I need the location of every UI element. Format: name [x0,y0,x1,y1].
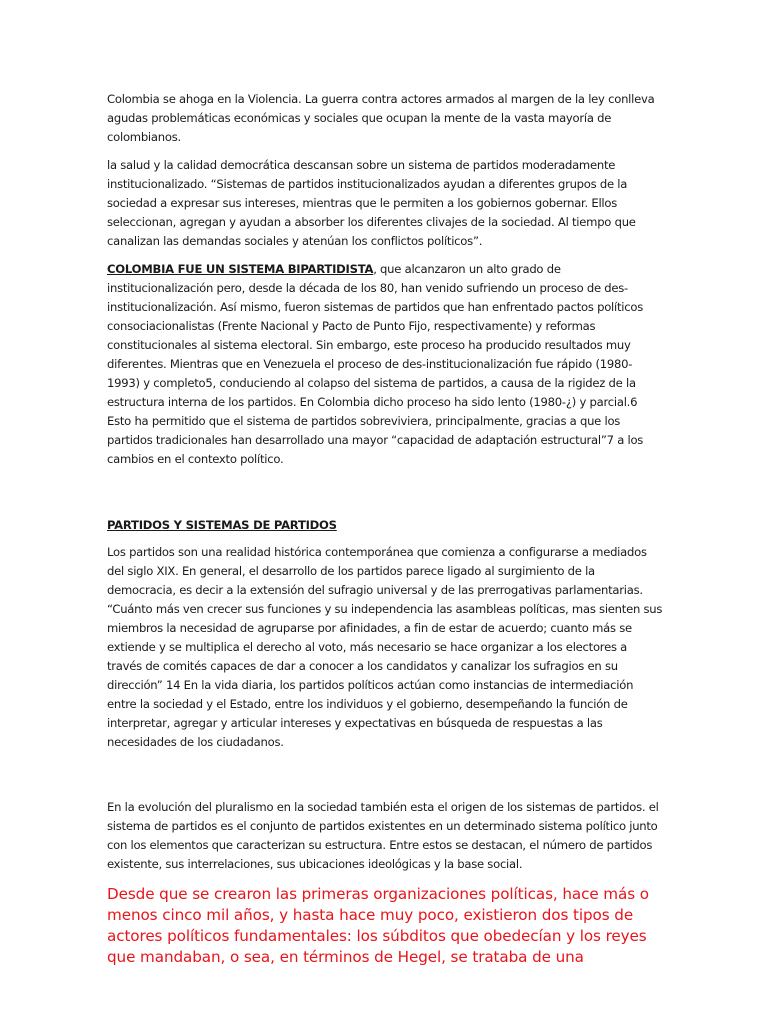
paragraph-pluralismo: En la evolución del pluralismo en la sociedad también esta el origen de los sistemas de partidos. el sistema de partidos es el conjunto de partidos existentes en un determinado sistema político junto con los elementos que caracterizan su estructura. Entre estos se destacan, el número de partidos existente, sus interrelaciones, sus ubicaciones ideológicas y la base social. [107,800,659,871]
paragraph-red-highlight: Desde que se crearon las primeras organizaciones políticas, hace más o menos cinco mil años, y hasta hace muy poco, existieron dos tipos de actores políticos fundamentales: los súbditos que obedecían y los reyes que mandaban, o sea, en términos de Hegel, se trataba de una [107,885,649,966]
bipartidista-lead: COLOMBIA FUE UN SISTEMA BIPARTIDISTA [107,262,374,276]
paragraph-partidos: Los partidos son una realidad histórica contemporánea que comienza a configurarse a mediados del siglo XIX. En general, el desarrollo de los partidos parece ligado al surgimiento de la democracia, es decir a la extensión del sufragio universal y de las prerrogativas parlamentarias. “Cuánto más ven crecer sus funciones y su independencia las asambleas políticas, mas sienten sus miembros la necesidad de agruparse por afinidades, a fin de estar de acuerdo; cuanto más se extiende y se multiplica el derecho al voto, más necesario se hace organizar a los electores a través de comités capaces de dar a conocer a los candidatos y canalizar los sufragios en su dirección” 14 En la vida diaria, los partidos políticos actúan como instancias de intermediación entre la sociedad y el Estado, entre los individuos y el gobierno, desempeñando la función de interpretar, agregar y articular intereses y expectativas en búsqueda de respuestas a las necesidades de los ciudadanos. [107,545,663,749]
section-heading: PARTIDOS Y SISTEMAS DE PARTIDOS [107,518,337,532]
paragraph-violencia: Colombia se ahoga en la Violencia. La guerra contra actores armados al margen de la ley conlleva agudas problemáticas económicas y sociales que ocupan la mente de la vasta mayoría de colombianos. [107,92,655,144]
document-page [107,90,663,968]
paragraph-sistema-bipartidista [107,260,663,469]
paragraph-salud-democratica: la salud y la calidad democrática descansan sobre un sistema de partidos moderadamente institucionalizado. “Sistemas de partidos institucionalizados ayudan a diferentes grupos de la sociedad a expresar sus intereses, mientras que le permiten a los gobiernos gobernar. Ellos seleccionan, agregan y ayudan a absorber los diferentes clivajes de la sociedad. Al tiempo que canalizan las demandas sociales y atenúan los conflictos políticos”. [107,158,636,248]
bipartidista-body: , que alcanzaron un alto grado de institucionalización pero, desde la década de los 80, han venido sufriendo un proceso de des-institucionalización. Así mismo, fueron sistemas de partidos que han enfrentado pactos políticos consociacionalistas (Frente Nacional y Pacto de Punto Fijo, respectivamente) y reformas constitucionales al sistema electoral. Sin embargo, este proceso ha producido resultados muy diferentes. Mientras que en Venezuela el proceso de des-institucionalización fue rápido (1980-1993) y completo5, conduciendo al colapso del sistema de partidos, a causa de la rigidez de la estructura interna de los partidos. En Colombia dicho proceso ha sido lento (1980-¿) y parcial.6 Esto ha permitido que el sistema de partidos sobreviviera, principalmente, gracias a que los partidos tradicionales han desarrollado una mayor “capacidad de adaptación estructural”7 a los cambios en el contexto político. [107,262,644,466]
